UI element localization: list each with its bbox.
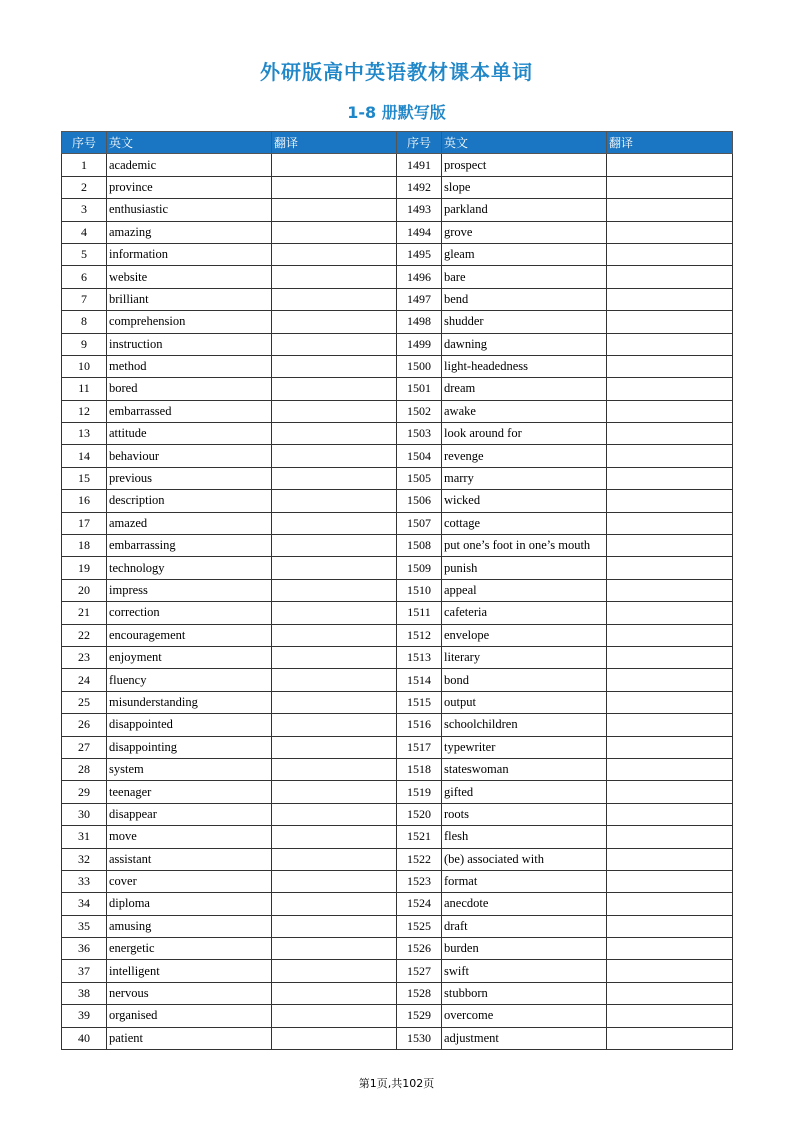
row-number-right: 1496 [397, 266, 442, 288]
row-number-right: 1516 [397, 714, 442, 736]
english-word-left: enthusiastic [107, 199, 272, 221]
row-number-left: 33 [62, 870, 107, 892]
header-number-right: 序号 [397, 132, 442, 154]
translation-cell-left [272, 714, 397, 736]
english-word-right: gifted [442, 781, 607, 803]
english-word-left: amusing [107, 915, 272, 937]
table-row [62, 490, 733, 512]
row-number-right: 1498 [397, 311, 442, 333]
translation-cell-right [607, 826, 733, 848]
english-word-left: nervous [107, 982, 272, 1004]
row-number-right: 1493 [397, 199, 442, 221]
table-row [62, 378, 733, 400]
translation-cell-right [607, 714, 733, 736]
english-word-left: system [107, 758, 272, 780]
translation-cell-left [272, 512, 397, 534]
table-header-row [62, 132, 733, 154]
row-number-left: 15 [62, 467, 107, 489]
table-body [62, 154, 733, 1050]
translation-cell-right [607, 512, 733, 534]
row-number-right: 1530 [397, 1027, 442, 1049]
translation-cell-left [272, 355, 397, 377]
row-number-left: 24 [62, 669, 107, 691]
row-number-right: 1520 [397, 803, 442, 825]
translation-cell-left [272, 288, 397, 310]
table-row [62, 870, 733, 892]
table-row [62, 915, 733, 937]
english-word-left: assistant [107, 848, 272, 870]
header-number-left: 序号 [62, 132, 107, 154]
english-word-left: province [107, 176, 272, 198]
row-number-left: 35 [62, 915, 107, 937]
english-word-right: anecdote [442, 893, 607, 915]
english-word-left: disappointing [107, 736, 272, 758]
translation-cell-right [607, 938, 733, 960]
english-word-left: disappointed [107, 714, 272, 736]
row-number-left: 39 [62, 1005, 107, 1027]
row-number-right: 1518 [397, 758, 442, 780]
row-number-right: 1505 [397, 467, 442, 489]
english-word-right: (be) associated with [442, 848, 607, 870]
table-row [62, 355, 733, 377]
english-word-right: bond [442, 669, 607, 691]
english-word-right: stateswoman [442, 758, 607, 780]
translation-cell-left [272, 982, 397, 1004]
row-number-left: 26 [62, 714, 107, 736]
row-number-right: 1497 [397, 288, 442, 310]
translation-cell-left [272, 624, 397, 646]
english-word-right: slope [442, 176, 607, 198]
row-number-left: 3 [62, 199, 107, 221]
translation-cell-left [272, 490, 397, 512]
translation-cell-left [272, 1005, 397, 1027]
translation-cell-right [607, 1027, 733, 1049]
english-word-right: shudder [442, 311, 607, 333]
row-number-left: 4 [62, 221, 107, 243]
translation-cell-right [607, 803, 733, 825]
table-row [62, 467, 733, 489]
row-number-left: 18 [62, 535, 107, 557]
english-word-right: revenge [442, 445, 607, 467]
english-word-left: amazed [107, 512, 272, 534]
table-row [62, 333, 733, 355]
row-number-right: 1501 [397, 378, 442, 400]
row-number-right: 1524 [397, 893, 442, 915]
header-english-left: 英文 [107, 132, 272, 154]
translation-cell-right [607, 758, 733, 780]
translation-cell-right [607, 602, 733, 624]
table-row [62, 781, 733, 803]
translation-cell-right [607, 915, 733, 937]
table-row [62, 736, 733, 758]
english-word-right: burden [442, 938, 607, 960]
english-word-left: bored [107, 378, 272, 400]
translation-cell-left [272, 400, 397, 422]
english-word-left: organised [107, 1005, 272, 1027]
page-subtitle: 1-8 册默写版 [347, 103, 446, 122]
table-row [62, 176, 733, 198]
translation-cell-right [607, 490, 733, 512]
table-row [62, 848, 733, 870]
vocabulary-table [61, 131, 733, 1050]
translation-cell-right [607, 445, 733, 467]
row-number-left: 10 [62, 355, 107, 377]
translation-cell-left [272, 535, 397, 557]
english-word-right: gleam [442, 243, 607, 265]
translation-cell-right [607, 579, 733, 601]
table-row [62, 579, 733, 601]
row-number-right: 1529 [397, 1005, 442, 1027]
row-number-left: 40 [62, 1027, 107, 1049]
table-row [62, 714, 733, 736]
translation-cell-left [272, 691, 397, 713]
translation-cell-left [272, 467, 397, 489]
row-number-right: 1506 [397, 490, 442, 512]
row-number-left: 21 [62, 602, 107, 624]
english-word-right: bend [442, 288, 607, 310]
translation-cell-right [607, 982, 733, 1004]
header-english-right: 英文 [442, 132, 607, 154]
english-word-right: typewriter [442, 736, 607, 758]
english-word-left: enjoyment [107, 646, 272, 668]
translation-cell-left [272, 154, 397, 176]
row-number-left: 17 [62, 512, 107, 534]
row-number-right: 1521 [397, 826, 442, 848]
translation-cell-left [272, 781, 397, 803]
row-number-left: 8 [62, 311, 107, 333]
row-number-left: 27 [62, 736, 107, 758]
row-number-right: 1508 [397, 535, 442, 557]
english-word-right: put one’s foot in one’s mouth [442, 535, 607, 557]
english-word-left: teenager [107, 781, 272, 803]
english-word-left: move [107, 826, 272, 848]
row-number-left: 6 [62, 266, 107, 288]
row-number-left: 34 [62, 893, 107, 915]
table-row [62, 624, 733, 646]
english-word-left: description [107, 490, 272, 512]
row-number-left: 31 [62, 826, 107, 848]
english-word-left: behaviour [107, 445, 272, 467]
translation-cell-left [272, 176, 397, 198]
translation-cell-right [607, 848, 733, 870]
translation-cell-left [272, 311, 397, 333]
translation-cell-left [272, 758, 397, 780]
translation-cell-left [272, 1027, 397, 1049]
table-row [62, 646, 733, 668]
english-word-right: stubborn [442, 982, 607, 1004]
page-title: 外研版高中英语教材课本单词 [260, 60, 533, 84]
row-number-left: 19 [62, 557, 107, 579]
row-number-right: 1492 [397, 176, 442, 198]
row-number-right: 1499 [397, 333, 442, 355]
translation-cell-right [607, 557, 733, 579]
translation-cell-right [607, 400, 733, 422]
table-row [62, 691, 733, 713]
table-row [62, 602, 733, 624]
row-number-right: 1502 [397, 400, 442, 422]
row-number-right: 1514 [397, 669, 442, 691]
english-word-right: schoolchildren [442, 714, 607, 736]
english-word-left: disappear [107, 803, 272, 825]
english-word-right: cafeteria [442, 602, 607, 624]
english-word-left: information [107, 243, 272, 265]
table-row [62, 221, 733, 243]
translation-cell-right [607, 646, 733, 668]
translation-cell-left [272, 803, 397, 825]
translation-cell-left [272, 938, 397, 960]
translation-cell-right [607, 736, 733, 758]
english-word-right: appeal [442, 579, 607, 601]
translation-cell-left [272, 557, 397, 579]
row-number-left: 32 [62, 848, 107, 870]
translation-cell-right [607, 691, 733, 713]
row-number-left: 29 [62, 781, 107, 803]
row-number-right: 1495 [397, 243, 442, 265]
table-row [62, 1005, 733, 1027]
translation-cell-right [607, 624, 733, 646]
row-number-right: 1525 [397, 915, 442, 937]
translation-cell-right [607, 467, 733, 489]
table-row [62, 266, 733, 288]
english-word-right: output [442, 691, 607, 713]
row-number-left: 28 [62, 758, 107, 780]
page-footer: 第1页,共102页 [358, 1077, 435, 1090]
english-word-right: swift [442, 960, 607, 982]
translation-cell-left [272, 378, 397, 400]
translation-cell-left [272, 915, 397, 937]
translation-cell-left [272, 266, 397, 288]
translation-cell-left [272, 669, 397, 691]
english-word-left: misunderstanding [107, 691, 272, 713]
table-row [62, 758, 733, 780]
translation-cell-left [272, 960, 397, 982]
english-word-left: encouragement [107, 624, 272, 646]
translation-cell-right [607, 669, 733, 691]
translation-cell-right [607, 154, 733, 176]
english-word-right: parkland [442, 199, 607, 221]
english-word-left: cover [107, 870, 272, 892]
table-row [62, 311, 733, 333]
row-number-left: 38 [62, 982, 107, 1004]
row-number-left: 36 [62, 938, 107, 960]
header-translation-right: 翻译 [607, 132, 733, 154]
row-number-right: 1511 [397, 602, 442, 624]
english-word-right: look around for [442, 423, 607, 445]
row-number-right: 1515 [397, 691, 442, 713]
translation-cell-right [607, 311, 733, 333]
english-word-right: dream [442, 378, 607, 400]
table-row [62, 400, 733, 422]
table-row [62, 557, 733, 579]
table-row [62, 803, 733, 825]
translation-cell-left [272, 602, 397, 624]
row-number-right: 1526 [397, 938, 442, 960]
english-word-left: instruction [107, 333, 272, 355]
table-row [62, 960, 733, 982]
table-row [62, 982, 733, 1004]
english-word-right: prospect [442, 154, 607, 176]
translation-cell-left [272, 423, 397, 445]
english-word-left: fluency [107, 669, 272, 691]
translation-cell-right [607, 266, 733, 288]
row-number-left: 30 [62, 803, 107, 825]
row-number-right: 1500 [397, 355, 442, 377]
row-number-left: 22 [62, 624, 107, 646]
english-word-left: previous [107, 467, 272, 489]
english-word-right: dawning [442, 333, 607, 355]
english-word-left: correction [107, 602, 272, 624]
english-word-left: impress [107, 579, 272, 601]
translation-cell-right [607, 288, 733, 310]
translation-cell-right [607, 333, 733, 355]
translation-cell-right [607, 781, 733, 803]
row-number-right: 1503 [397, 423, 442, 445]
row-number-left: 12 [62, 400, 107, 422]
row-number-right: 1509 [397, 557, 442, 579]
english-word-left: academic [107, 154, 272, 176]
translation-cell-right [607, 535, 733, 557]
row-number-right: 1527 [397, 960, 442, 982]
row-number-left: 16 [62, 490, 107, 512]
translation-cell-right [607, 893, 733, 915]
row-number-left: 37 [62, 960, 107, 982]
row-number-right: 1528 [397, 982, 442, 1004]
english-word-right: punish [442, 557, 607, 579]
translation-cell-right [607, 1005, 733, 1027]
row-number-right: 1510 [397, 579, 442, 601]
english-word-left: intelligent [107, 960, 272, 982]
english-word-right: flesh [442, 826, 607, 848]
table-row [62, 938, 733, 960]
row-number-left: 11 [62, 378, 107, 400]
row-number-right: 1523 [397, 870, 442, 892]
row-number-left: 7 [62, 288, 107, 310]
english-word-left: brilliant [107, 288, 272, 310]
row-number-left: 13 [62, 423, 107, 445]
table-row [62, 288, 733, 310]
english-word-left: attitude [107, 423, 272, 445]
english-word-left: technology [107, 557, 272, 579]
table-row [62, 512, 733, 534]
english-word-left: patient [107, 1027, 272, 1049]
translation-cell-left [272, 870, 397, 892]
translation-cell-left [272, 243, 397, 265]
row-number-right: 1491 [397, 154, 442, 176]
row-number-left: 25 [62, 691, 107, 713]
english-word-right: envelope [442, 624, 607, 646]
english-word-left: diploma [107, 893, 272, 915]
translation-cell-right [607, 870, 733, 892]
english-word-right: awake [442, 400, 607, 422]
english-word-right: marry [442, 467, 607, 489]
translation-cell-right [607, 960, 733, 982]
english-word-left: amazing [107, 221, 272, 243]
header-translation-left: 翻译 [272, 132, 397, 154]
translation-cell-left [272, 736, 397, 758]
row-number-left: 23 [62, 646, 107, 668]
translation-cell-left [272, 333, 397, 355]
translation-cell-left [272, 646, 397, 668]
translation-cell-right [607, 355, 733, 377]
row-number-left: 9 [62, 333, 107, 355]
row-number-left: 1 [62, 154, 107, 176]
translation-cell-right [607, 176, 733, 198]
translation-cell-right [607, 221, 733, 243]
row-number-right: 1517 [397, 736, 442, 758]
translation-cell-right [607, 243, 733, 265]
table-row [62, 1027, 733, 1049]
english-word-right: light-headedness [442, 355, 607, 377]
row-number-right: 1513 [397, 646, 442, 668]
english-word-right: overcome [442, 1005, 607, 1027]
row-number-right: 1504 [397, 445, 442, 467]
row-number-right: 1522 [397, 848, 442, 870]
translation-cell-right [607, 378, 733, 400]
translation-cell-left [272, 893, 397, 915]
english-word-left: embarrassing [107, 535, 272, 557]
english-word-right: roots [442, 803, 607, 825]
english-word-left: method [107, 355, 272, 377]
translation-cell-left [272, 199, 397, 221]
row-number-right: 1512 [397, 624, 442, 646]
row-number-left: 2 [62, 176, 107, 198]
translation-cell-left [272, 826, 397, 848]
table-row [62, 154, 733, 176]
row-number-left: 14 [62, 445, 107, 467]
english-word-right: format [442, 870, 607, 892]
table-row [62, 243, 733, 265]
table-row [62, 535, 733, 557]
translation-cell-left [272, 579, 397, 601]
table-row [62, 669, 733, 691]
english-word-right: wicked [442, 490, 607, 512]
english-word-right: draft [442, 915, 607, 937]
english-word-right: literary [442, 646, 607, 668]
translation-cell-left [272, 221, 397, 243]
translation-cell-left [272, 848, 397, 870]
table-row [62, 423, 733, 445]
english-word-left: website [107, 266, 272, 288]
table-row [62, 445, 733, 467]
table-row [62, 826, 733, 848]
row-number-right: 1494 [397, 221, 442, 243]
row-number-left: 5 [62, 243, 107, 265]
table-row [62, 893, 733, 915]
table-row [62, 199, 733, 221]
english-word-right: cottage [442, 512, 607, 534]
english-word-left: embarrassed [107, 400, 272, 422]
row-number-left: 20 [62, 579, 107, 601]
row-number-right: 1507 [397, 512, 442, 534]
row-number-right: 1519 [397, 781, 442, 803]
english-word-right: grove [442, 221, 607, 243]
translation-cell-right [607, 423, 733, 445]
english-word-left: comprehension [107, 311, 272, 333]
english-word-left: energetic [107, 938, 272, 960]
english-word-right: bare [442, 266, 607, 288]
translation-cell-right [607, 199, 733, 221]
translation-cell-left [272, 445, 397, 467]
english-word-right: adjustment [442, 1027, 607, 1049]
